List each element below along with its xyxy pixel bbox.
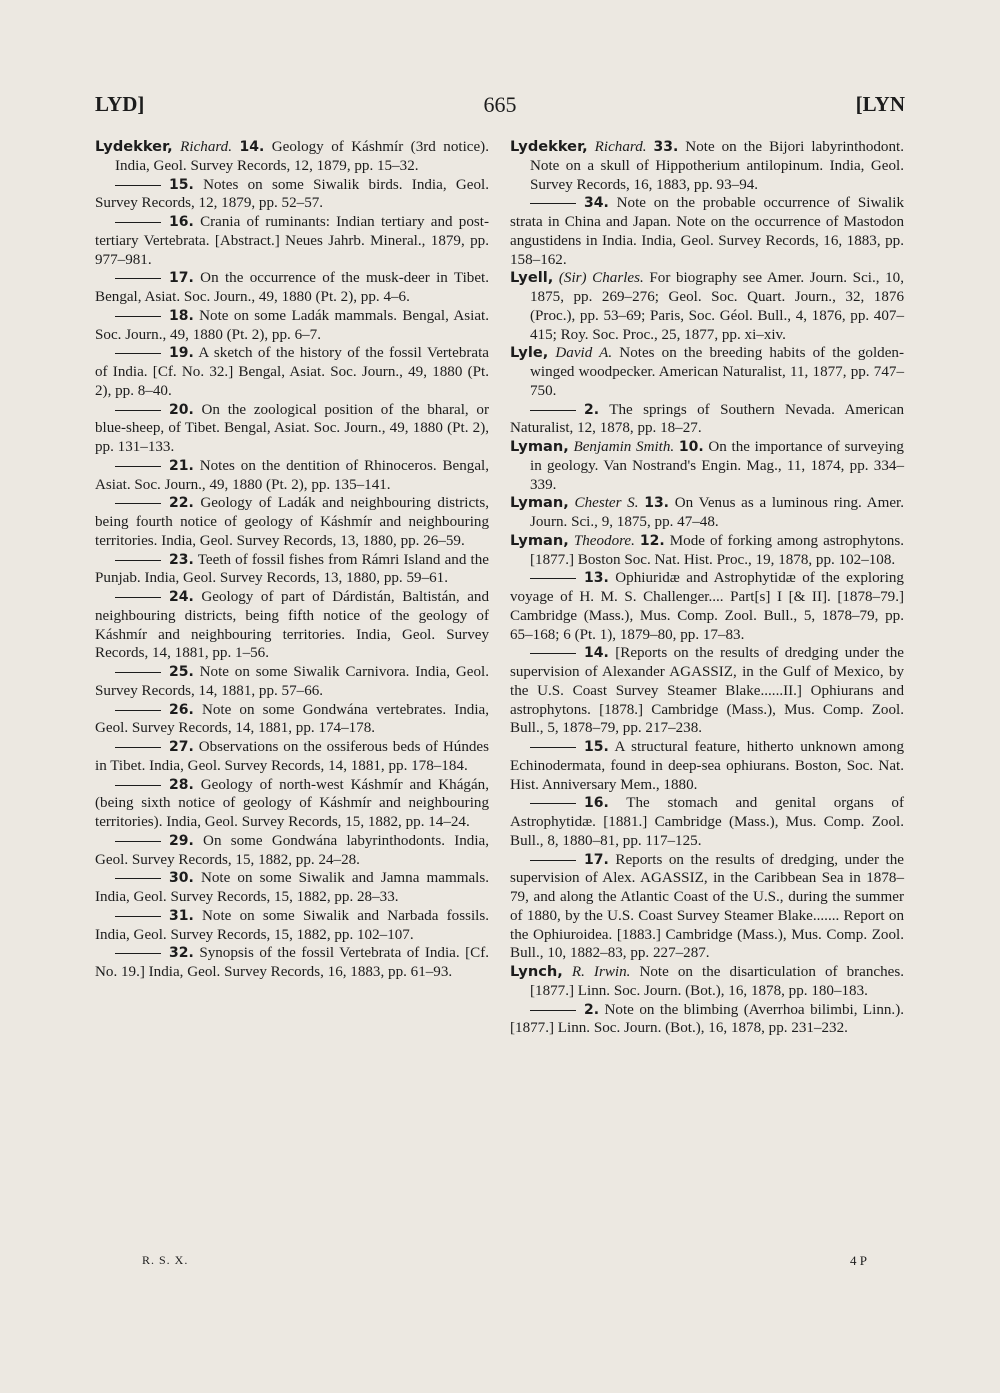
- entry-number: 16.: [584, 795, 609, 812]
- bibliography-entry: [95, 944, 489, 982]
- ditto-dash: [115, 410, 161, 411]
- entry-number: 26.: [169, 701, 194, 718]
- entry-number: 13.: [584, 570, 609, 587]
- entry-text: Synopsis of the fossil Vertebrata of India. [Cf. No. 19.] India, Geol. Survey Records, 16, 1883, pp. 61–93.: [95, 945, 489, 980]
- entry-number: 31.: [169, 907, 194, 924]
- bibliography-entry: [510, 532, 904, 570]
- bibliography-entry: [95, 663, 489, 701]
- entry-text: On some Gondwána labyrinthodonts. India, Geol. Survey Records, 15, 1882, pp. 24–28.: [95, 832, 489, 868]
- entry-text: Note on some Gondwána vertebrates. India, Geol. Survey Records, 14, 1881, pp. 174–178.: [95, 701, 489, 737]
- entry-text: For biography see Amer. Journ. Sci., 10, 1875, pp. 269–276; Geol. Soc. Quart. Journ., 32, 1876 (Proc.), pp. 53–69; Paris, Soc. Géol. Bull., 4, 1876, pp. 407–415; Roy. Soc. Proc., 25, 1877, pp. xi–xiv.: [530, 270, 905, 343]
- entry-number: 23.: [169, 551, 194, 568]
- author-given-name: Theodore.: [573, 532, 635, 549]
- bibliography-entry: [95, 776, 489, 832]
- bibliography-entry: [510, 644, 904, 738]
- author-given-name: R. Irwin.: [571, 964, 631, 980]
- entry-number: 19.: [169, 345, 194, 362]
- ditto-dash: [115, 672, 161, 673]
- entry-text: Ophiuridæ and Astrophytidæ of the exploring voyage of H. M. S. Challenger.... Part[s] I [& II]. [1878–79.] Cambridge (Mass.), Mus. Comp. Zool. Bull., 5, 1878–79, pp. 65–168; 6 (Pt. 1), 1879–80, pp. 17–83.: [510, 570, 904, 643]
- author-surname: Lydekker,: [95, 138, 173, 155]
- bibliography-entry: [510, 963, 904, 1001]
- entry-number: 22.: [169, 495, 194, 512]
- ditto-dash: [115, 953, 161, 954]
- ditto-dash: [115, 278, 161, 279]
- entry-text: On the importance of surveying in geology. Van Nostrand's Engin. Mag., 11, 1874, pp. 334–339.: [530, 439, 904, 493]
- entry-text: Note on the probable occurrence of Siwalik strata in China and Japan. Note on the occurrence of Mastodon angustidens in India. India, Geol. Survey Records, 16, 1883, pp. 158–162.: [510, 195, 904, 268]
- entry-text: Note on the disarticulation of branches. [1877.] Linn. Soc. Journ. (Bot.), 16, 1878, pp. 180–183.: [530, 964, 904, 999]
- ditto-dash: [530, 653, 576, 654]
- entry-text: Note on some Siwalik and Narbada fossils. India, Geol. Survey Records, 15, 1882, pp. 102–107.: [95, 907, 489, 943]
- page-header: [95, 92, 905, 122]
- entry-text: Mode of forking among astrophytons. [1877.] Boston Soc. Nat. Hist. Proc., 19, 1878, pp. 102–108.: [530, 532, 904, 568]
- bibliography-entry: [510, 344, 904, 400]
- ditto-dash: [115, 916, 161, 917]
- ditto-dash: [115, 503, 161, 504]
- entry-number: 34.: [584, 195, 609, 212]
- bibliography-entry: [510, 851, 904, 964]
- footer-signature: R. S. X.: [142, 1253, 189, 1267]
- entry-text: Note on the blimbing (Averrhoa bilimbi, Linn.). [1877.] Linn. Soc. Journ. (Bot.), 16, 1878, pp. 231–232.: [510, 1001, 904, 1037]
- page-number: 665: [483, 92, 517, 117]
- entry-number: 12.: [639, 532, 665, 549]
- bibliography-entry: [510, 138, 904, 194]
- entry-text: The stomach and genital organs of Astrophytidæ. [1881.] Cambridge (Mass.), Mus. Comp. Zool. Bull., 8, 1880–81, pp. 117–125.: [510, 795, 904, 849]
- ditto-dash: [115, 597, 161, 598]
- entry-text: The springs of Southern Nevada. American Naturalist, 12, 1878, pp. 18–27.: [510, 401, 904, 437]
- author-surname: Lyman,: [510, 531, 569, 549]
- bibliography-entry: [95, 457, 489, 495]
- bibliography-entry: [95, 213, 489, 269]
- entry-number: 15.: [169, 176, 194, 193]
- ditto-dash: [115, 222, 161, 223]
- bibliography-entry: [95, 588, 489, 663]
- entry-number: 20.: [169, 401, 194, 418]
- entry-number: 25.: [169, 664, 194, 680]
- entry-text: Note on the Bijori labyrinthodont. Note on a skull of Hippotherium antilopinum. India, Geol. Survey Records, 16, 1883, pp. 93–94.: [530, 139, 904, 193]
- bibliography-entry: [510, 269, 904, 344]
- ditto-dash: [115, 316, 161, 317]
- bibliography-entry: [95, 551, 489, 589]
- bibliography-entry: [510, 438, 904, 494]
- entry-number: 17.: [584, 851, 609, 868]
- entry-text: [Reports on the results of dredging under the supervision of Alexander AGASSIZ, in the Gulf of Mexico, by the U.S. Coast Survey Steamer Blake......II.] Ophiurans and astrophytons. [1878.] Cambridge (Mass.), Mus. Comp. Zool. Bull., 5, 1878–79, pp. 217–238.: [510, 645, 904, 737]
- author-surname: Lyell,: [510, 269, 554, 287]
- ditto-dash: [115, 747, 161, 748]
- entry-number: 21.: [169, 457, 194, 474]
- ditto-dash: [530, 203, 576, 204]
- entry-text: Reports on the results of dredging, under the supervision of Alex. AGASSIZ, in the Caribbean Sea in 1878–79, and along the Atlantic Coast of the U.S., during the summer of 1880, by the U.S. Coast Survey Steamer Blake....... Report on the Ophiuroidea. [1883.] Cambridge (Mass.), Mus. Comp. Zool. Bull., 10, 1882–83, pp. 227–287.: [510, 851, 904, 962]
- entry-number: 14.: [584, 645, 609, 662]
- author-surname: Lyman,: [510, 438, 569, 455]
- entry-text: Note on some Siwalik Carnivora. India, Geol. Survey Records, 14, 1881, pp. 57–66.: [95, 664, 489, 699]
- entry-text: Notes on the breeding habits of the golden-winged woodpecker. American Naturalist, 11, 1877, pp. 747–750.: [530, 345, 904, 399]
- entry-text: Geology of Káshmír (3rd notice). India, Geol. Survey Records, 12, 1879, pp. 15–32.: [115, 139, 489, 174]
- author-given-name: Benjamin Smith.: [573, 439, 675, 455]
- entry-text: Notes on the dentition of Rhinoceros. Bengal, Asiat. Soc. Journ., 49, 1880 (Pt. 2), pp. 135–141.: [95, 457, 490, 493]
- author-surname: Lynch,: [510, 963, 563, 980]
- author-given-name: David A.: [555, 345, 613, 362]
- bibliography-entry: [510, 401, 904, 439]
- ditto-dash: [115, 185, 161, 186]
- entry-number: 29.: [169, 832, 194, 849]
- author-surname: Lyman,: [510, 494, 569, 512]
- entry-text: On the zoological position of the bharal, or blue-sheep, of Tibet. Bengal, Asiat. Soc. Journ., 49, 1880 (Pt. 2), pp. 131–133.: [95, 401, 489, 455]
- entry-number: 33.: [653, 139, 679, 155]
- entry-number: 2.: [584, 1001, 600, 1018]
- entry-number: 10.: [678, 439, 704, 455]
- entry-number: 32.: [169, 945, 194, 962]
- entry-text: Notes on some Siwalik birds. India, Geol. Survey Records, 12, 1879, pp. 52–57.: [95, 176, 489, 212]
- bibliography-entry: [95, 869, 489, 907]
- ditto-dash: [530, 1010, 576, 1011]
- author-given-name: Chester S.: [574, 495, 639, 512]
- entry-number: 24.: [169, 589, 194, 605]
- footer-sheet-mark: 4 P: [850, 1253, 867, 1268]
- bibliography-entry: [95, 138, 489, 176]
- bibliography-entry: [95, 494, 489, 550]
- entry-text: A structural feature, hitherto unknown among Echinodermata, found in deep-sea ophiurans. Boston, Soc. Nat. Hist. Anniversary Mem., 1880.: [510, 739, 904, 793]
- entry-number: 2.: [584, 401, 600, 418]
- entry-number: 28.: [169, 776, 194, 793]
- entry-text: A sketch of the history of the fossil Vertebrata of India. [Cf. No. 32.] Bengal, Asiat. Soc. Journ., 49, 1880 (Pt. 2), pp. 8–40.: [95, 345, 489, 399]
- header-left: LYD]: [95, 92, 145, 116]
- entry-number: 14.: [239, 139, 265, 155]
- author-surname: Lyle,: [510, 344, 549, 362]
- entry-number: 18.: [169, 307, 194, 324]
- ditto-dash: [115, 466, 161, 467]
- ditto-dash: [115, 785, 161, 786]
- author-given-name: Richard.: [180, 139, 232, 155]
- entry-text: On Venus as a luminous ring. Amer. Journ. Sci., 9, 1875, pp. 47–48.: [530, 495, 904, 530]
- entry-text: Geology of part of Dárdistán, Baltistán, and neighbouring districts, being fifth notice of the geology of Káshmír and neighbouring territories. India, Geol. Survey Records, 14, 1881, pp. 1–56.: [95, 589, 489, 662]
- bibliography-entry: [95, 401, 489, 457]
- entry-text: Teeth of fossil fishes from Rámri Island and the Punjab. India, Geol. Survey Records, 13, 1880, pp. 59–61.: [95, 551, 489, 587]
- header-right: [LYN: [855, 92, 905, 116]
- bibliography-entry: [95, 269, 489, 307]
- entry-text: Crania of ruminants: Indian tertiary and post-tertiary Vertebrata. [Abstract.] Neues Jahrb. Mineral., 1879, pp. 977–981.: [95, 214, 489, 268]
- right-column: [510, 138, 904, 1038]
- left-column: [95, 138, 489, 982]
- ditto-dash: [115, 878, 161, 879]
- entry-number: 27.: [169, 739, 194, 755]
- ditto-dash: [530, 803, 576, 804]
- bibliography-entry: [95, 701, 489, 739]
- ditto-dash: [530, 860, 576, 861]
- entry-number: 15.: [584, 739, 609, 755]
- entry-text: Geology of north-west Káshmír and Khágán, (being sixth notice of geology of Káshmír and neighbouring territories). India, Geol. Survey Records, 15, 1882, pp. 14–24.: [95, 776, 489, 830]
- entry-number: 17.: [169, 270, 194, 287]
- ditto-dash: [115, 560, 161, 561]
- entry-number: 30.: [169, 870, 194, 887]
- ditto-dash: [115, 841, 161, 842]
- entry-number: 13.: [644, 495, 670, 512]
- entry-number: 16.: [169, 214, 194, 230]
- bibliography-entry: [95, 738, 489, 776]
- bibliography-entry: [510, 738, 904, 794]
- bibliography-entry: [95, 176, 489, 214]
- ditto-dash: [530, 747, 576, 748]
- entry-text: Note on some Ladák mammals. Bengal, Asiat. Soc. Journ., 49, 1880 (Pt. 2), pp. 6–7.: [95, 307, 489, 343]
- bibliography-entry: [510, 494, 904, 532]
- bibliography-entry: [95, 907, 489, 945]
- bibliography-entry: [95, 344, 489, 400]
- author-surname: Lydekker,: [510, 138, 588, 155]
- entry-text: Note on some Siwalik and Jamna mammals. India, Geol. Survey Records, 15, 1882, pp. 28–33.: [95, 870, 489, 905]
- author-given-name: Richard.: [594, 139, 647, 155]
- ditto-dash: [115, 353, 161, 354]
- entry-text: Geology of Ladák and neighbouring districts, being fourth notice of geology of Káshmír and neighbouring territories. India, Geol. Survey Records, 13, 1880, pp. 26–59.: [95, 495, 489, 549]
- entry-text: On the occurrence of the musk-deer in Tibet. Bengal, Asiat. Soc. Journ., 49, 1880 (Pt. 2), pp. 4–6.: [95, 270, 489, 305]
- ditto-dash: [530, 578, 576, 579]
- author-given-name: (Sir) Charles.: [558, 270, 644, 287]
- bibliography-entry: [510, 1001, 904, 1039]
- bibliography-entry: [510, 569, 904, 644]
- bibliography-entry: [95, 832, 489, 870]
- bibliography-entry: [95, 307, 489, 345]
- bibliography-entry: [510, 794, 904, 850]
- bibliography-entry: [510, 194, 904, 269]
- entry-text: Observations on the ossiferous beds of Húndes in Tibet. India, Geol. Survey Records, 14, 1881, pp. 178–184.: [95, 739, 489, 774]
- ditto-dash: [115, 710, 161, 711]
- ditto-dash: [530, 410, 576, 411]
